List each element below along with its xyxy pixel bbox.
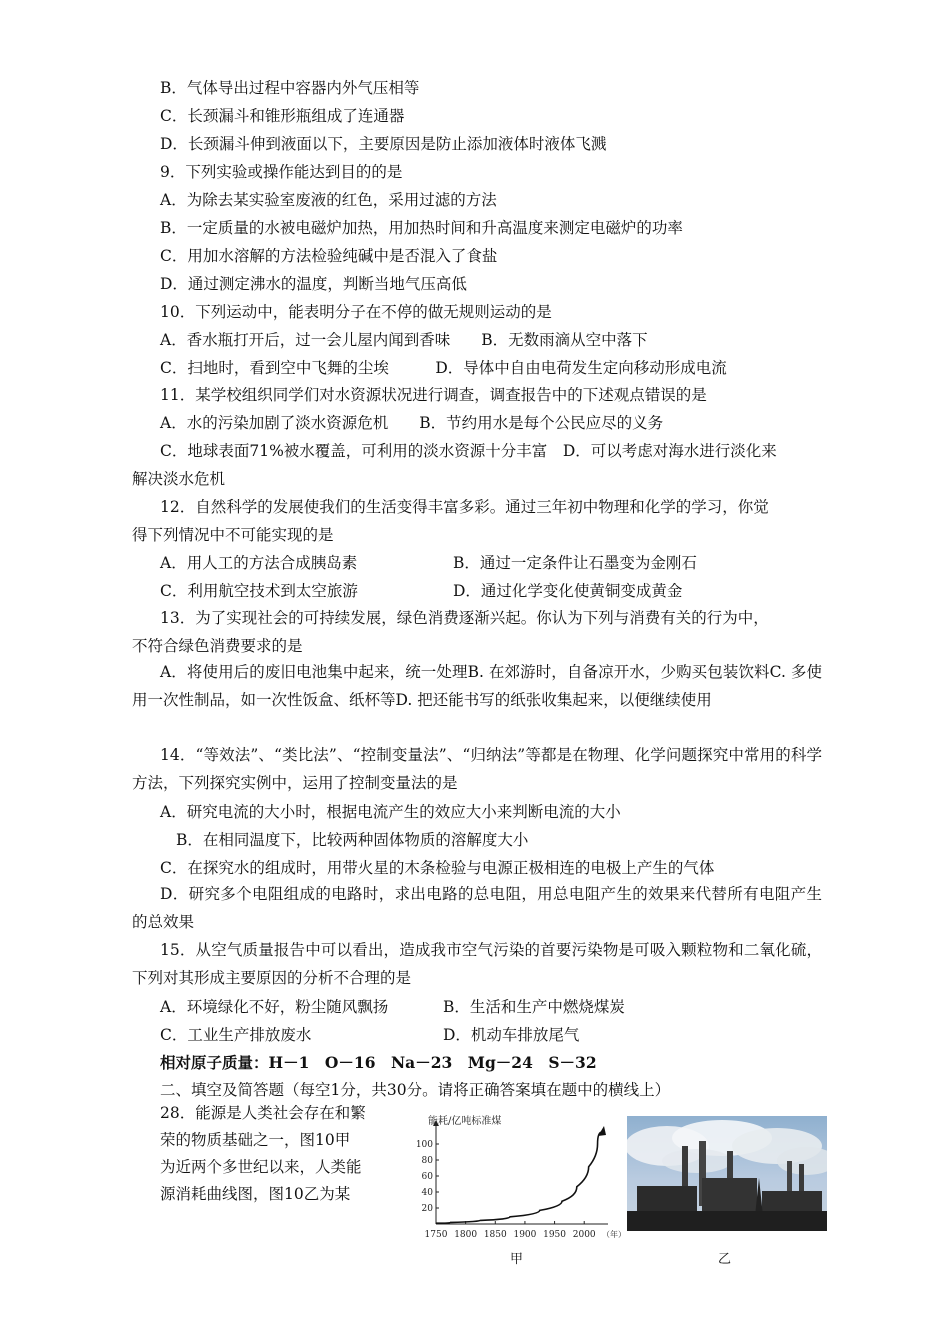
y-tick-label: 20 [421,1204,433,1214]
q14-option-a: A．研究电流的大小时，根据电流产生的效应大小来判断电流的大小 [160,803,621,821]
q15-option-a: A．环境绿化不好，粉尘随风飘扬 [160,998,389,1016]
q11-options-cd-cont: 解决淡水危机 [132,470,226,488]
y-tick-label: 100 [415,1140,433,1150]
q10-options-cd: C．扫地时，看到空中飞舞的尘埃 D．导体中自由电荷发生定向移动形成电流 [160,359,727,377]
question-14-text: 14．“等效法”、“类比法”、“控制变量法”、“归纳法”等都是在物理、化学问题探究中常用的科学方法，下列探究实例中，运用了控制变量法的是 [132,746,822,792]
q13-options-text: A．将使用后的废旧电池集中起来，统一处理B. 在郊游时，自备凉开水，少购买包装饮料C. 多使用一次性制品，如一次性饭盒、纸杯等D. 把还能书写的纸张收集起来，以便继续使用 [132,663,822,709]
x-axis-unit: （年） [602,1230,626,1239]
figure-caption-right: 乙 [718,1252,732,1267]
q12-option-a: A．用人工的方法合成胰岛素 [160,554,358,572]
q8-option-c: C．长颈漏斗和锥形瓶组成了连通器 [160,107,405,125]
q11-options-cd: C．地球表面71%被水覆盖，可利用的淡水资源十分丰富 D．可以考虑对海水进行淡化来 [160,442,777,460]
question-9: 9．下列实验或操作能达到目的的是 [160,163,403,181]
energy-curve-line [436,1132,602,1223]
q9-option-a: A．为除去某实验室废液的红色，采用过滤的方法 [160,191,497,209]
q15-option-b: B．生活和生产中燃烧煤炭 [443,998,625,1016]
x-tick-label: 1800 [454,1230,478,1240]
chart-ylabel: 能耗/亿吨标准煤 [428,1116,502,1127]
q12-option-d: D．通过化学变化使黄铜变成黄金 [453,582,683,600]
q13-options [132,658,822,714]
q8-option-b: B．气体导出过程中容器内外气压相等 [160,79,420,97]
q15-option-d: D．机动车排放尾气 [443,1026,580,1044]
q28-line-3: 为近两个多世纪以来，人类能 [160,1158,362,1176]
q8-option-d: D．长颈漏斗伸到液面以下，主要原因是防止添加液体时液体飞溅 [160,135,607,153]
factory-photo-illustration [627,1116,827,1231]
x-tick-label: 1750 [424,1230,448,1240]
q12-option-c: C．利用航空技术到太空旅游 [160,582,358,600]
q14-option-b: B．在相同温度下，比较两种固体物质的溶解度大小 [176,831,529,849]
chart-layer [416,1120,626,1240]
y-tick-label: 60 [421,1172,433,1182]
energy-consumption-chart [412,1110,637,1245]
q10-options-ab: A．香水瓶打开后，过一会儿屋内闻到香味 B．无数雨滴从空中落下 [160,331,648,349]
q15-option-c: C．工业生产排放废水 [160,1026,312,1044]
question-10: 10．下列运动中，能表明分子在不停的做无规则运动的是 [160,303,552,321]
q28-line-2: 荣的物质基础之一，图10甲 [160,1131,351,1149]
curve-arrow-head [598,1126,606,1136]
question-13-cont: 不符合绿色消费要求的是 [132,637,303,655]
q14-option-c: C．在探究水的组成时，用带火星的木条检验与电源正极相连的电极上产生的气体 [160,859,715,877]
question-11: 11．某学校组织同学们对水资源状况进行调查，调查报告中的下述观点错误的是 [160,386,707,404]
x-tick-label: 1900 [513,1230,537,1240]
atomic-mass-line: 相对原子质量：H－1 O－16 Na－23 Mg－24 S－32 [160,1053,597,1072]
question-12: 12．自然科学的发展使我们的生活变得丰富多彩。通过三年初中物理和化学的学习，你觉 [160,498,769,516]
question-12-cont: 得下列情况中不可能实现的是 [132,526,334,544]
question-15 [132,936,822,992]
x-tick-label: 2000 [572,1230,596,1240]
y-tick-label: 40 [421,1188,433,1198]
q28-line-4: 源消耗曲线图，图10乙为某 [160,1185,351,1203]
y-tick-label: 80 [421,1156,433,1166]
q9-option-d: D．通过测定沸水的温度，判断当地气压高低 [160,275,467,293]
q12-option-b: B．通过一定条件让石墨变为金刚石 [453,554,697,572]
section-2-heading: 二、填空及简答题（每空1分，共30分。请将正确答案填在题中的横线上） [160,1081,671,1099]
q11-options-ab: A．水的污染加剧了淡水资源危机 B．节约用水是每个公民应尽的义务 [160,414,664,432]
x-tick-label: 1950 [543,1230,567,1240]
question-15-text: 15．从空气质量报告中可以看出，造成我市空气污染的首要污染物是可吸入颗粒物和二氧化硫，下列对其形成主要原因的分析不合理的是 [132,941,822,987]
q28-line-1: 28．能源是人类社会存在和繁 [160,1104,366,1122]
q14-option-d-text: D．研究多个电阻组成的电路时，求出电路的总电阻，用总电阻产生的效果来代替所有电阻产生的总效果 [132,885,822,931]
figure-caption-left: 甲 [510,1252,524,1267]
question-28 [160,1100,400,1208]
factory-smokestack-photo [627,1116,827,1231]
x-tick-label: 1850 [483,1230,507,1240]
question-13: 13．为了实现社会的可持续发展，绿色消费逐渐兴起。你认为下列与消费有关的行为中， [160,609,769,627]
question-14 [132,741,822,797]
q9-option-b: B．一定质量的水被电磁炉加热，用加热时间和升高温度来测定电磁炉的功率 [160,219,683,237]
q14-option-d [132,880,822,936]
q9-option-c: C．用加水溶解的方法检验纯碱中是否混入了食盐 [160,247,498,265]
